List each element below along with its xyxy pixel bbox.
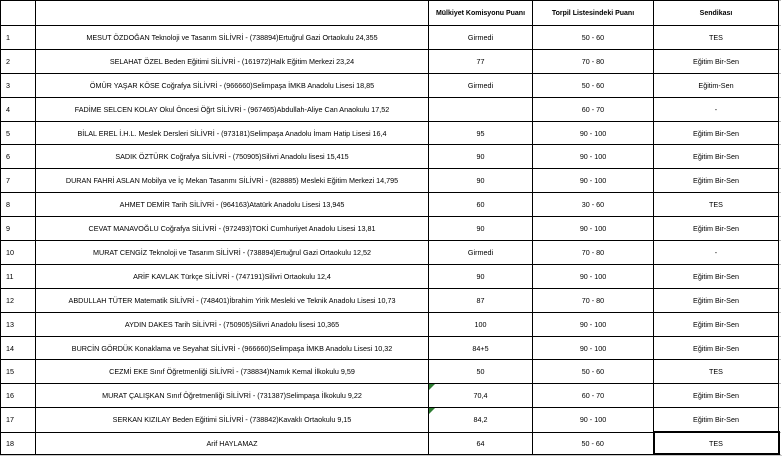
- komisyon-score-cell[interactable]: 90: [429, 264, 533, 288]
- table-row: [1, 336, 782, 360]
- komisyon-score-cell[interactable]: 90: [429, 145, 533, 169]
- torpil-score-cell[interactable]: 50 - 60: [533, 432, 654, 454]
- komisyon-score-cell[interactable]: 70,4: [429, 384, 533, 408]
- grid-bottom-rule: [0, 455, 782, 456]
- torpil-score-cell[interactable]: 50 - 60: [533, 26, 654, 50]
- torpil-score-cell[interactable]: 70 - 80: [533, 241, 654, 265]
- row-number-cell[interactable]: 16: [1, 384, 36, 408]
- sendika-cell[interactable]: Eğitim Bir-Sen: [654, 264, 779, 288]
- torpil-score-cell[interactable]: 50 - 60: [533, 360, 654, 384]
- sendika-cell[interactable]: TES: [654, 360, 779, 384]
- komisyon-score-cell[interactable]: 90: [429, 169, 533, 193]
- blank-cell[interactable]: [779, 336, 782, 360]
- komisyon-score-cell[interactable]: 84+5: [429, 336, 533, 360]
- blank-cell[interactable]: [779, 169, 782, 193]
- torpil-score-cell[interactable]: 50 - 60: [533, 73, 654, 97]
- blank-cell[interactable]: [779, 384, 782, 408]
- sendika-cell[interactable]: Eğitim-Sen: [654, 73, 779, 97]
- header-name[interactable]: [36, 1, 429, 26]
- row-number-cell[interactable]: 5: [1, 121, 36, 145]
- sendika-cell[interactable]: -: [654, 97, 779, 121]
- blank-cell[interactable]: [779, 264, 782, 288]
- torpil-score-cell[interactable]: 90 - 100: [533, 169, 654, 193]
- table-row: [1, 288, 782, 312]
- row-number-cell[interactable]: 11: [1, 264, 36, 288]
- sendika-cell[interactable]: Eğitim Bir-Sen: [654, 217, 779, 241]
- torpil-score-cell[interactable]: 90 - 100: [533, 264, 654, 288]
- table-row: [1, 49, 782, 73]
- teacher-name-cell[interactable]: AYDIN DAKES Tarih SİLİVRİ - (750905)Silivri Anadolu lisesi 10,365: [36, 312, 429, 336]
- blank-cell[interactable]: [779, 97, 782, 121]
- table-row: [1, 145, 782, 169]
- row-number-cell[interactable]: 15: [1, 360, 36, 384]
- teacher-name-cell[interactable]: DURAN FAHRİ ASLAN Mobilya ve İç Mekan Tasarımı SİLİVRİ - (828885) Mesleki Eğitim Merkezi 14,795: [36, 169, 429, 193]
- komisyon-score-cell[interactable]: 50: [429, 360, 533, 384]
- teacher-name-cell[interactable]: MURAT ÇALIŞKAN Sınıf Öğretmenliği SİLİVRİ - (731387)Selimpaşa İlkokulu 9,22: [36, 384, 429, 408]
- comment-indicator-icon: [429, 384, 435, 390]
- table-row: [1, 408, 782, 432]
- teacher-name-cell[interactable]: BİLAL EREL İ.H.L. Meslek Dersleri SİLİVRİ - (973181)Selimpaşa Anadolu İmam Hatip Lisesi 16,4: [36, 121, 429, 145]
- row-number-cell[interactable]: 1: [1, 26, 36, 50]
- teacher-name-cell[interactable]: AHMET DEMİR Tarih SİLİVRİ - (964163)Atatürk Anadolu Lisesi 13,945: [36, 193, 429, 217]
- table-row: [1, 73, 782, 97]
- blank-cell[interactable]: [779, 241, 782, 265]
- teacher-name-cell[interactable]: FADİME SELCEN KOLAY Okul Öncesi Öğrt SİLİVRİ - (967465)Abdullah-Aliye Can Anaokulu 17,52: [36, 97, 429, 121]
- header-komisyon[interactable]: Mülkiyet Komisyonu Puanı: [429, 1, 533, 26]
- blank-cell[interactable]: [779, 432, 782, 454]
- sendika-cell[interactable]: Eğitim Bir-Sen: [654, 145, 779, 169]
- teacher-name-cell[interactable]: CEVAT MANAVOĞLU Coğrafya SİLİVRİ - (972493)TOKİ Cumhuriyet Anadolu Lisesi 13,81: [36, 217, 429, 241]
- row-number-cell[interactable]: 8: [1, 193, 36, 217]
- header-torpil[interactable]: Torpil Listesindeki Puanı: [533, 1, 654, 26]
- blank-cell[interactable]: [779, 217, 782, 241]
- row-number-cell[interactable]: 7: [1, 169, 36, 193]
- row-number-cell[interactable]: 18: [1, 432, 36, 454]
- row-number-cell[interactable]: 17: [1, 408, 36, 432]
- table-row: [1, 217, 782, 241]
- sendika-cell[interactable]: Eğitim Bir-Sen: [654, 312, 779, 336]
- row-number-cell[interactable]: 10: [1, 241, 36, 265]
- torpil-score-cell[interactable]: 90 - 100: [533, 312, 654, 336]
- teacher-name-cell[interactable]: SERKAN KIZILAY Beden Eğitimi SİLİVRİ - (738842)Kavaklı Ortaokulu 9,15: [36, 408, 429, 432]
- komisyon-score-cell[interactable]: Girmedi: [429, 26, 533, 50]
- torpil-score-cell[interactable]: 70 - 80: [533, 288, 654, 312]
- sendika-cell[interactable]: Eğitim Bir-Sen: [654, 384, 779, 408]
- teacher-name-cell[interactable]: ARİF KAVLAK Türkçe SİLİVRİ - (747191)Silivri Ortaokulu 12,4: [36, 264, 429, 288]
- blank-cell[interactable]: [779, 193, 782, 217]
- sendika-cell[interactable]: Eğitim Bir-Sen: [654, 49, 779, 73]
- komisyon-score-cell[interactable]: 87: [429, 288, 533, 312]
- table-row: [1, 169, 782, 193]
- table-row: [1, 264, 782, 288]
- torpil-score-cell[interactable]: 60 - 70: [533, 384, 654, 408]
- sendika-cell[interactable]: Eğitim Bir-Sen: [654, 169, 779, 193]
- teacher-name-cell[interactable]: SADIK ÖZTÜRK Coğrafya SİLİVRİ - (750905)Silivri Anadolu lisesi 15,415: [36, 145, 429, 169]
- teacher-name-cell[interactable]: SELAHAT ÖZEL Beden Eğitimi SİLİVRİ - (161972)Halk Eğitim Merkezi 23,24: [36, 49, 429, 73]
- teacher-name-cell[interactable]: MURAT CENGİZ Teknoloji ve Tasarım SİLİVRİ - (738894)Ertuğrul Gazi Ortaokulu 12,52: [36, 241, 429, 265]
- torpil-score-cell[interactable]: 90 - 100: [533, 121, 654, 145]
- blank-cell[interactable]: [779, 288, 782, 312]
- sendika-cell[interactable]: TES: [654, 432, 779, 454]
- row-number-cell[interactable]: 14: [1, 336, 36, 360]
- torpil-score-cell[interactable]: 70 - 80: [533, 49, 654, 73]
- teacher-name-cell[interactable]: Arif HAYLAMAZ: [36, 432, 429, 454]
- blank-cell[interactable]: [779, 26, 782, 50]
- blank-cell[interactable]: [779, 1, 782, 26]
- torpil-score-cell[interactable]: 90 - 100: [533, 408, 654, 432]
- komisyon-score-cell[interactable]: 60: [429, 193, 533, 217]
- header-sendika[interactable]: Sendikası: [654, 1, 779, 26]
- teacher-name-cell[interactable]: ÖMÜR YAŞAR KÖSE Coğrafya SİLİVRİ - (966660)Selimpaşa İMKB Anadolu Lisesi 18,85: [36, 73, 429, 97]
- blank-cell[interactable]: [779, 73, 782, 97]
- blank-cell[interactable]: [779, 408, 782, 432]
- torpil-score-cell[interactable]: 60 - 70: [533, 97, 654, 121]
- torpil-score-cell[interactable]: 90 - 100: [533, 336, 654, 360]
- sendika-cell[interactable]: TES: [654, 193, 779, 217]
- komisyon-score-cell[interactable]: Girmedi: [429, 241, 533, 265]
- torpil-score-cell[interactable]: 90 - 100: [533, 217, 654, 241]
- table-row: [1, 241, 782, 265]
- sendika-cell[interactable]: Eğitim Bir-Sen: [654, 408, 779, 432]
- row-number-cell[interactable]: 6: [1, 145, 36, 169]
- row-number-cell[interactable]: 2: [1, 49, 36, 73]
- komisyon-score-cell[interactable]: [429, 97, 533, 121]
- blank-cell[interactable]: [779, 360, 782, 384]
- header-no[interactable]: [1, 1, 36, 26]
- komisyon-score-cell[interactable]: 84,2: [429, 408, 533, 432]
- table-row: [1, 26, 782, 50]
- header-row: [1, 1, 782, 26]
- sendika-cell[interactable]: Eğitim Bir-Sen: [654, 288, 779, 312]
- table-row: [1, 312, 782, 336]
- table-row: [1, 193, 782, 217]
- teacher-name-cell[interactable]: MESUT ÖZDOĞAN Teknoloji ve Tasarım SİLİVRİ - (738894)Ertuğrul Gazi Ortaokulu 24,355: [36, 26, 429, 50]
- komisyon-score-cell[interactable]: 64: [429, 432, 533, 454]
- teacher-name-cell[interactable]: ABDULLAH TÜTER Matematik SİLİVRİ - (748401)İbrahim Yirik Mesleki ve Teknik Anadolu Lisesi 10,73: [36, 288, 429, 312]
- torpil-score-cell[interactable]: 90 - 100: [533, 145, 654, 169]
- blank-cell[interactable]: [779, 312, 782, 336]
- comment-indicator-icon: [429, 408, 435, 414]
- row-number-cell[interactable]: 13: [1, 312, 36, 336]
- blank-cell[interactable]: [779, 121, 782, 145]
- torpil-score-cell[interactable]: 30 - 60: [533, 193, 654, 217]
- komisyon-score-cell[interactable]: 90: [429, 217, 533, 241]
- komisyon-score-cell[interactable]: 95: [429, 121, 533, 145]
- table-row: [1, 97, 782, 121]
- row-number-cell[interactable]: 4: [1, 97, 36, 121]
- sendika-cell[interactable]: -: [654, 241, 779, 265]
- table-row: [1, 432, 782, 454]
- sendika-cell[interactable]: Eğitim Bir-Sen: [654, 121, 779, 145]
- table-row: [1, 360, 782, 384]
- blank-cell[interactable]: [779, 145, 782, 169]
- komisyon-score-cell[interactable]: 77: [429, 49, 533, 73]
- row-number-cell[interactable]: 12: [1, 288, 36, 312]
- table-row: [1, 384, 782, 408]
- komisyon-score-cell[interactable]: 100: [429, 312, 533, 336]
- komisyon-score-cell[interactable]: Girmedi: [429, 73, 533, 97]
- blank-cell[interactable]: [779, 49, 782, 73]
- table-row: [1, 121, 782, 145]
- sendika-cell[interactable]: TES: [654, 26, 779, 50]
- teacher-name-cell[interactable]: BURCİN GÖRDÜK Konaklama ve Seyahat SİLİVRİ - (966660)Selimpaşa İMKB Anadolu Lisesi 10,32: [36, 336, 429, 360]
- row-number-cell[interactable]: 3: [1, 73, 36, 97]
- teacher-name-cell[interactable]: CEZMİ EKE Sınıf Öğretmenliği SİLİVRİ - (738834)Namık Kemal İlkokulu 9,59: [36, 360, 429, 384]
- row-number-cell[interactable]: 9: [1, 217, 36, 241]
- sendika-cell[interactable]: Eğitim Bir-Sen: [654, 336, 779, 360]
